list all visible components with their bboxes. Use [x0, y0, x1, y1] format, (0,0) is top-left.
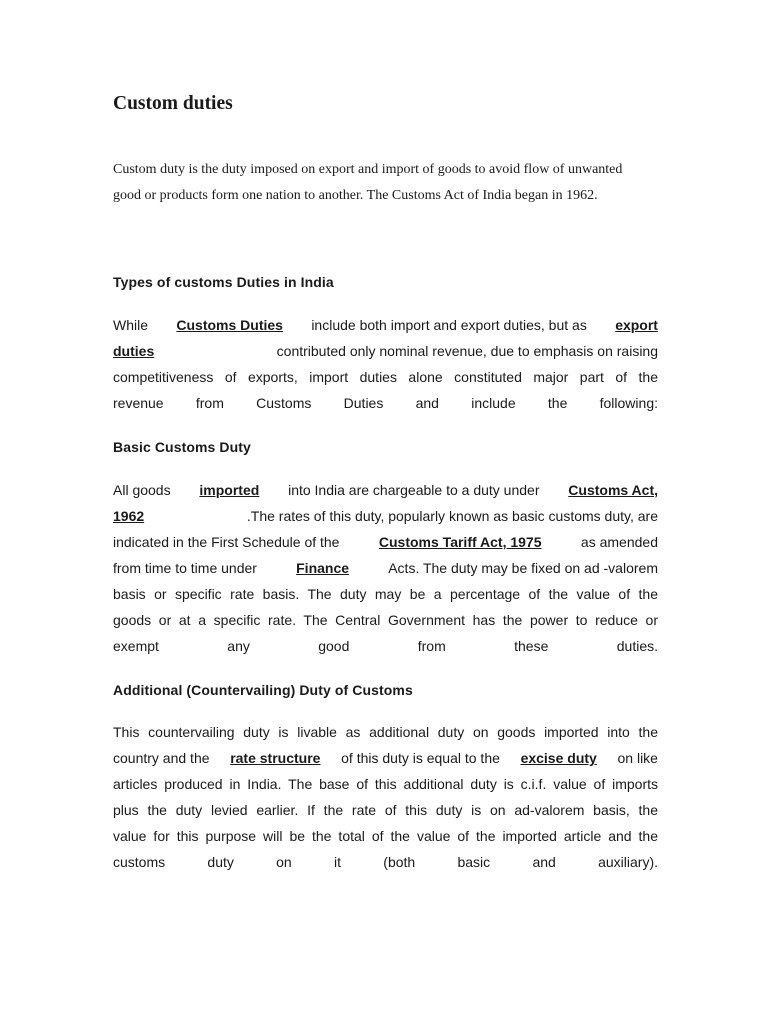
para-line: [113, 555, 658, 581]
para-line: basis or specific rate basis. The duty may be a percentage of the value of the: [113, 586, 658, 602]
imported-link[interactable]: imported: [199, 482, 260, 498]
intro-line: Custom duty is the duty imposed on export and import of goods to avoid flow of unwanted: [113, 162, 623, 177]
export-duties-link[interactable]: export: [615, 317, 658, 333]
para-line: goods or at a specific rate. The Central Government has the power to reduce or: [113, 612, 658, 628]
text-fragment: All goods: [113, 482, 171, 498]
customs-tariff-act-link[interactable]: Customs Tariff Act, 1975: [378, 534, 542, 550]
document-title: Custom duties: [113, 93, 233, 114]
text-fragment: of this duty is equal to the: [341, 750, 500, 766]
text-fragment: from time to time under: [113, 560, 257, 576]
text-fragment: indicated in the First Schedule of the: [113, 534, 340, 550]
para-line: customs duty on it (both basic and auxiliary).: [113, 854, 658, 870]
para-line: articles produced in India. The base of this additional duty is c.i.f. value of imports: [113, 776, 658, 792]
customs-act-link[interactable]: 1962: [113, 508, 145, 524]
text-fragment: as amended: [580, 534, 658, 550]
types-heading: Types of customs Duties in India: [113, 274, 334, 290]
text-fragment: country and the: [113, 750, 210, 766]
countervailing-duty-paragraph: [113, 719, 658, 875]
text-fragment: contributed only nominal revenue, due to emphasis on raising: [276, 343, 658, 359]
text-fragment: Acts. The duty may be fixed on ad -valorem: [388, 560, 658, 576]
finance-link[interactable]: Finance: [296, 560, 350, 576]
intro-line: good or products form one nation to another. The Customs Act of India began in 1962.: [113, 188, 598, 203]
text-fragment: on like: [617, 750, 658, 766]
customs-duties-link[interactable]: Customs Duties: [176, 317, 283, 333]
basic-duty-paragraph: [113, 477, 658, 659]
rate-structure-link[interactable]: rate structure: [230, 750, 321, 766]
text-fragment: into India are chargeable to a duty under: [288, 482, 540, 498]
excise-duty-link[interactable]: excise duty: [520, 750, 597, 766]
types-paragraph: [113, 312, 658, 416]
para-line: This countervailing duty is livable as additional duty on goods imported into the: [113, 724, 658, 740]
para-line: [113, 312, 658, 338]
para-line: [113, 477, 658, 503]
para-line: [113, 529, 658, 555]
para-line: revenue from Customs Duties and include the following:: [113, 395, 658, 411]
intro-paragraph: [113, 157, 658, 209]
para-line: plus the duty levied earlier. If the rate of this duty is on ad-valorem basis, the: [113, 802, 658, 818]
para-line: [113, 338, 658, 364]
para-line: competitiveness of exports, import duties alone constituted major part of the: [113, 369, 658, 385]
customs-act-link[interactable]: Customs Act,: [568, 482, 658, 498]
text-fragment: .The rates of this duty, popularly known as basic customs duty, are: [246, 508, 658, 524]
para-line: exempt any good from these duties.: [113, 638, 658, 654]
text-fragment: include both import and export duties, but as: [311, 317, 587, 333]
para-line: [113, 503, 658, 529]
countervailing-duty-heading: Additional (Countervailing) Duty of Customs: [113, 682, 413, 698]
text-fragment: While: [113, 317, 149, 333]
export-duties-link[interactable]: duties: [113, 343, 155, 359]
basic-duty-heading: Basic Customs Duty: [113, 439, 251, 455]
para-line: value for this purpose will be the total of the value of the imported article and the: [113, 828, 658, 844]
para-line: [113, 745, 658, 771]
